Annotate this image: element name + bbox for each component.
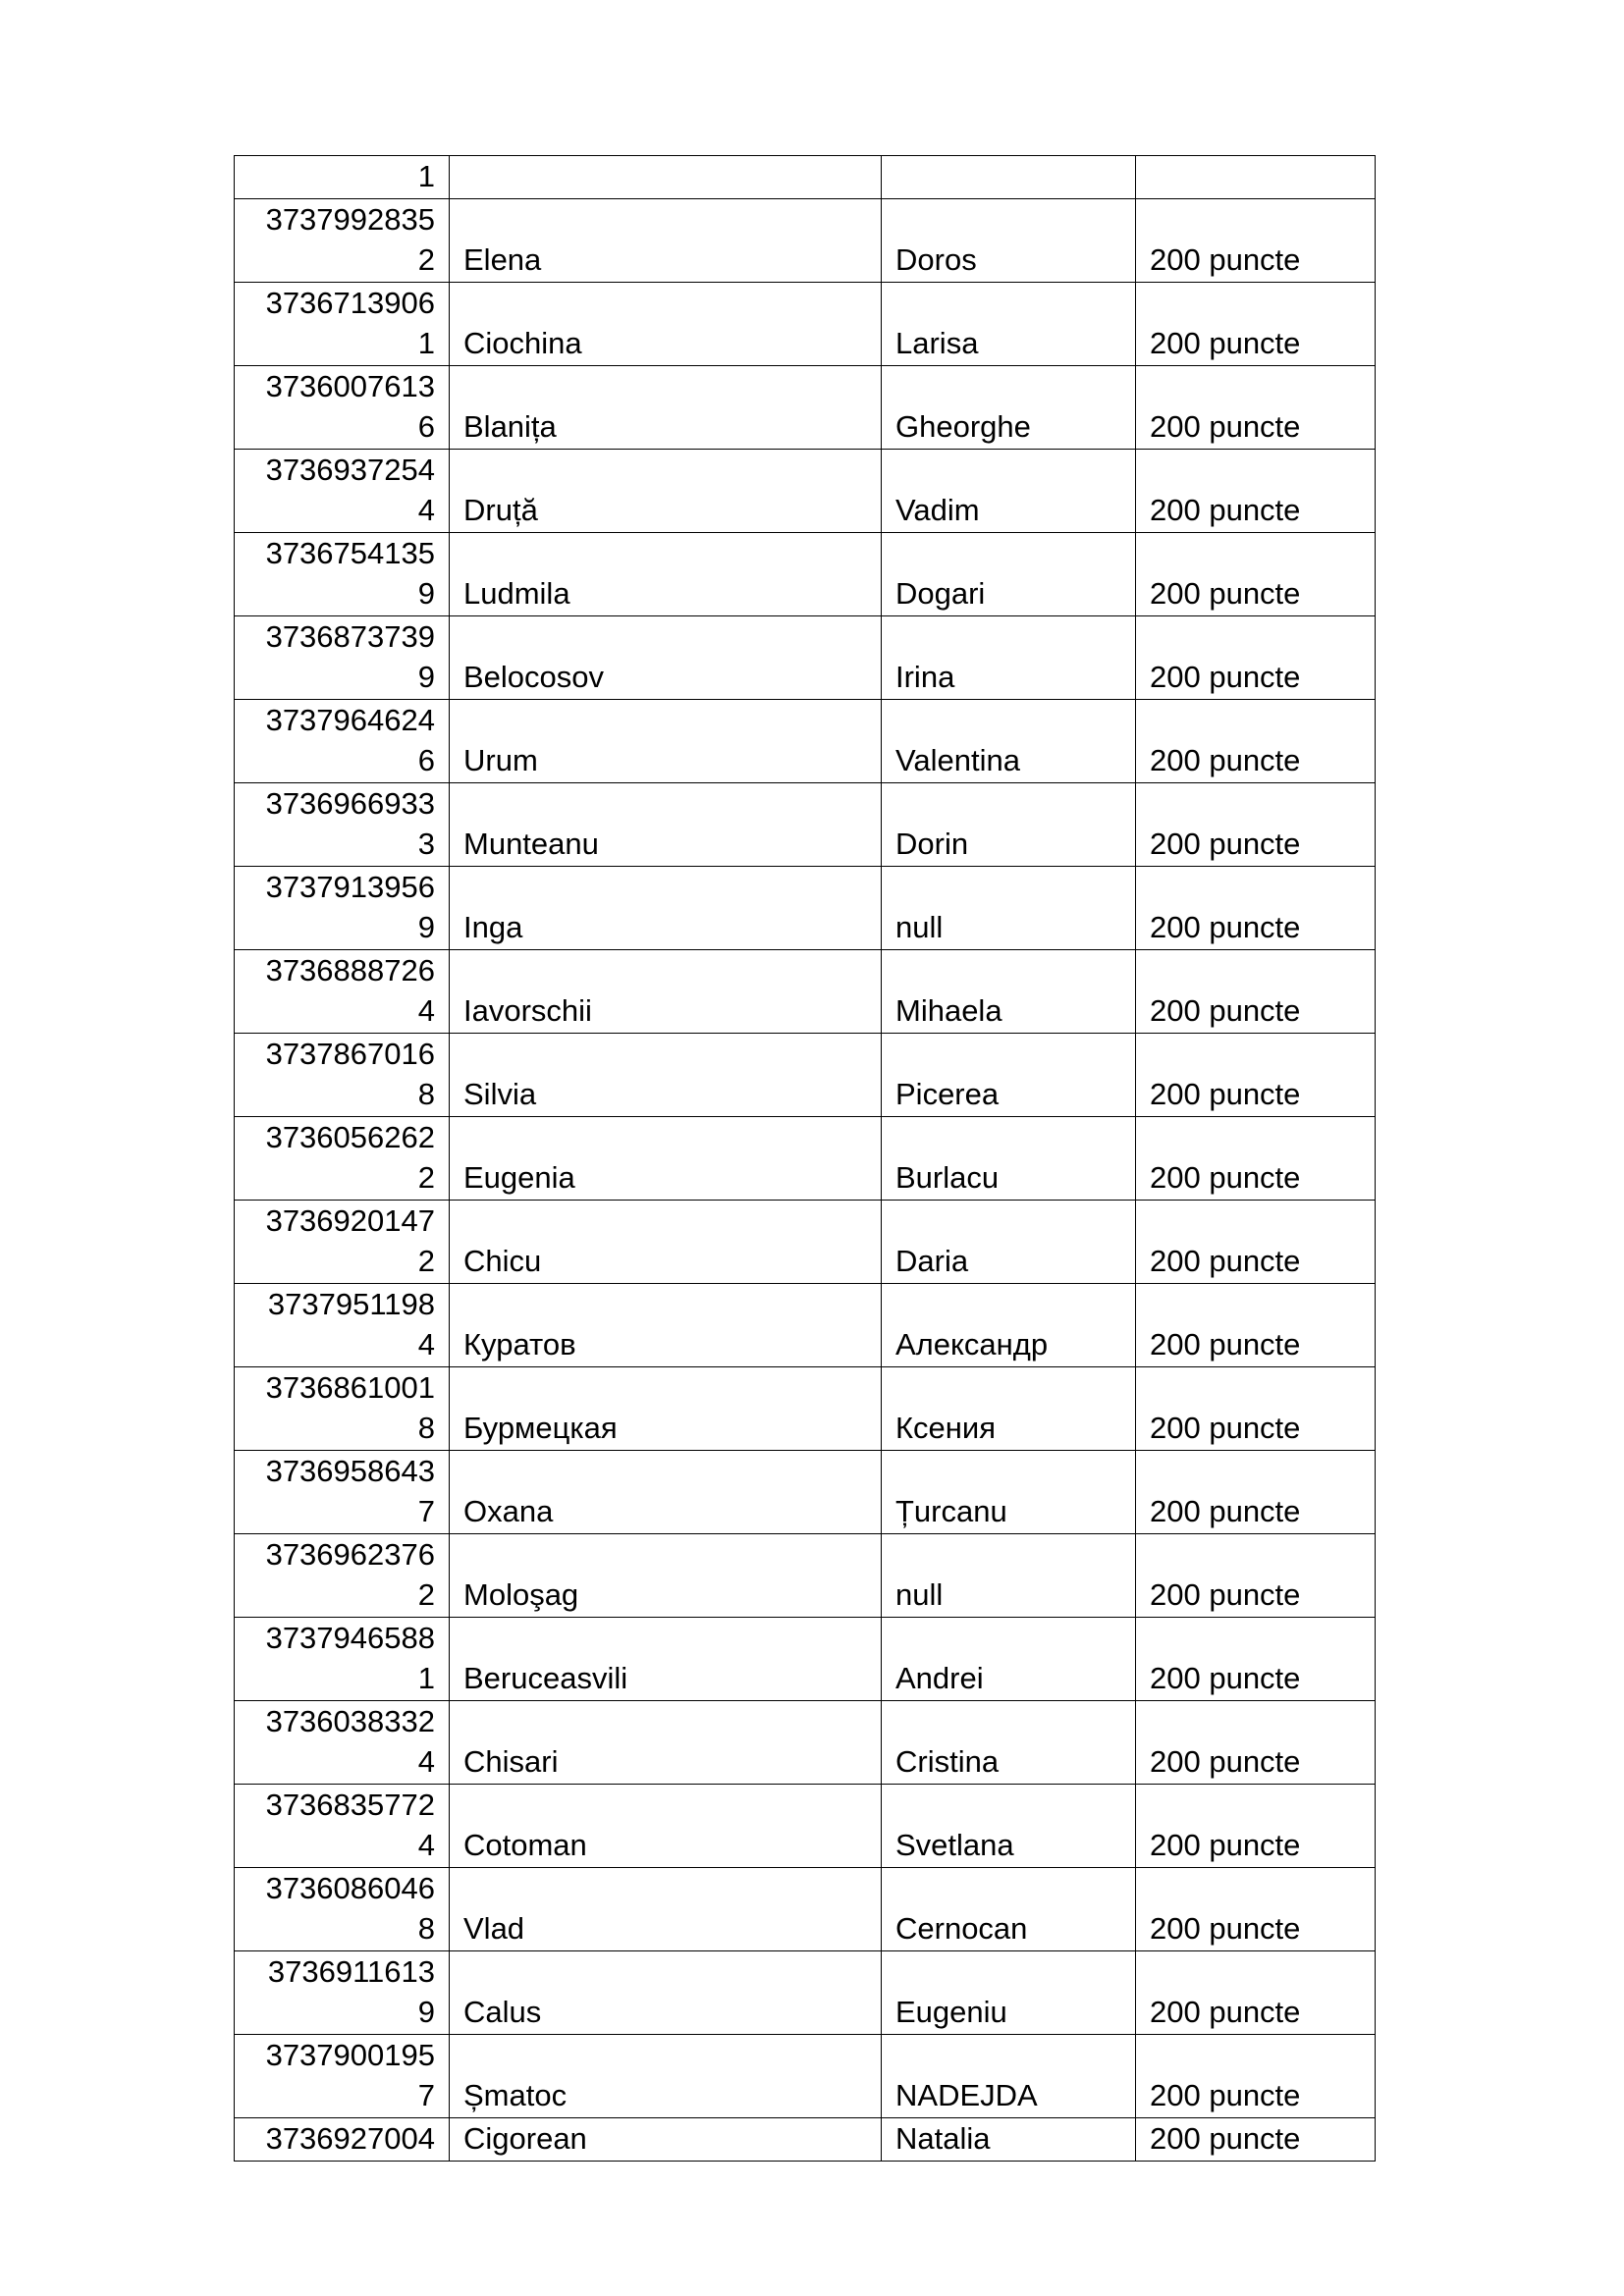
second-name-cell: null — [882, 1534, 1136, 1618]
phone-cell — [235, 533, 450, 616]
table-row — [235, 1284, 1376, 1367]
second-name-cell: Dogari — [882, 533, 1136, 616]
table-row — [235, 616, 1376, 700]
phone-line: 3736754135 — [265, 536, 435, 570]
phone-cell — [235, 1367, 450, 1451]
points-cell: 200 puncte — [1136, 1117, 1376, 1201]
phone-line: 3736927004 — [265, 2121, 435, 2156]
phone-line: 3736888726 — [265, 953, 435, 988]
points-cell: 200 puncte — [1136, 1367, 1376, 1451]
second-name-cell: Andrei — [882, 1618, 1136, 1701]
phone-cell — [235, 1034, 450, 1117]
first-name-cell: Ciochina — [450, 283, 882, 366]
phone-cell — [235, 616, 450, 700]
phone-cell — [235, 199, 450, 283]
first-name-cell: Cigorean — [450, 2118, 882, 2162]
phone-line: 3737913956 — [265, 870, 435, 904]
phone-cell — [235, 1451, 450, 1534]
phone-cell — [235, 1951, 450, 2035]
table-row — [235, 2035, 1376, 2118]
first-name-cell: Vlad — [450, 1868, 882, 1951]
phone-line: 3 — [417, 827, 435, 861]
phone-cell — [235, 366, 450, 450]
second-name-cell: Mihaela — [882, 950, 1136, 1034]
phone-cell — [235, 1618, 450, 1701]
table-row — [235, 1951, 1376, 2035]
table-body — [235, 156, 1376, 2162]
phone-cell — [235, 450, 450, 533]
table-row — [235, 199, 1376, 283]
first-name-cell: Chisari — [450, 1701, 882, 1785]
table-row — [235, 156, 1376, 199]
second-name-cell: Ксения — [882, 1367, 1136, 1451]
points-cell: 200 puncte — [1136, 1451, 1376, 1534]
second-name-cell: Cernocan — [882, 1868, 1136, 1951]
table-row — [235, 783, 1376, 867]
second-name-cell: Gheorghe — [882, 366, 1136, 450]
points-cell: 200 puncte — [1136, 533, 1376, 616]
first-name-cell: Chicu — [450, 1201, 882, 1284]
second-name-cell: Picerea — [882, 1034, 1136, 1117]
phone-line: 4 — [417, 993, 435, 1028]
phone-line: 3736920147 — [265, 1203, 435, 1238]
phone-cell — [235, 1701, 450, 1785]
first-name-cell: Elena — [450, 199, 882, 283]
phone-line: 3737992835 — [265, 202, 435, 237]
phone-line: 4 — [417, 493, 435, 527]
phone-line: 2 — [417, 1244, 435, 1278]
second-name-cell: Eugeniu — [882, 1951, 1136, 2035]
points-cell: 200 puncte — [1136, 1868, 1376, 1951]
second-name-cell: Vadim — [882, 450, 1136, 533]
first-name-cell: Ludmila — [450, 533, 882, 616]
phone-cell — [235, 1868, 450, 1951]
phone-cell — [235, 1117, 450, 1201]
table-row — [235, 1534, 1376, 1618]
table-row — [235, 1701, 1376, 1785]
phone-line: 8 — [417, 1411, 435, 1445]
second-name-cell: Daria — [882, 1201, 1136, 1284]
second-name-cell: Burlacu — [882, 1117, 1136, 1201]
first-name-cell: Oxana — [450, 1451, 882, 1534]
first-name-cell: Eugenia — [450, 1117, 882, 1201]
second-name-cell: Cristina — [882, 1701, 1136, 1785]
phone-cell — [235, 283, 450, 366]
phone-line: 4 — [417, 1744, 435, 1779]
phone-line: 3737951198 — [267, 1287, 435, 1321]
points-cell: 200 puncte — [1136, 616, 1376, 700]
second-name-cell: Doros — [882, 199, 1136, 283]
phone-line: 3736958643 — [265, 1454, 435, 1488]
second-name-cell: Valentina — [882, 700, 1136, 783]
table-row — [235, 450, 1376, 533]
table-row — [235, 533, 1376, 616]
phone-line: 9 — [417, 576, 435, 611]
points-cell: 200 puncte — [1136, 1201, 1376, 1284]
participants-table — [234, 155, 1376, 2162]
first-name-cell: Blanița — [450, 366, 882, 450]
second-name-cell: Александр — [882, 1284, 1136, 1367]
phone-line: 1 — [417, 1661, 435, 1695]
points-cell: 200 puncte — [1136, 450, 1376, 533]
phone-line: 3736086046 — [265, 1871, 435, 1905]
phone-line: 8 — [417, 1911, 435, 1946]
points-cell: 200 puncte — [1136, 1701, 1376, 1785]
points-cell: 200 puncte — [1136, 783, 1376, 867]
first-name-cell: Calus — [450, 1951, 882, 2035]
phone-line: 3736056262 — [265, 1120, 435, 1154]
phone-line: 7 — [417, 2078, 435, 2112]
second-name-cell: Țurcanu — [882, 1451, 1136, 1534]
table-row — [235, 1034, 1376, 1117]
first-name-cell: Бурмецкая — [450, 1367, 882, 1451]
phone-line: 4 — [417, 1327, 435, 1362]
points-cell: 200 puncte — [1136, 283, 1376, 366]
phone-line: 2 — [417, 242, 435, 277]
phone-line: 3737867016 — [265, 1037, 435, 1071]
second-name-cell: Dorin — [882, 783, 1136, 867]
phone-cell — [235, 950, 450, 1034]
phone-line: 3736962376 — [265, 1537, 435, 1572]
table-row — [235, 1868, 1376, 1951]
table-row — [235, 1451, 1376, 1534]
second-name-cell: NADEJDA — [882, 2035, 1136, 2118]
phone-cell — [235, 156, 450, 199]
first-name-cell: Silvia — [450, 1034, 882, 1117]
phone-line: 9 — [417, 660, 435, 694]
second-name-cell: Natalia — [882, 2118, 1136, 2162]
points-cell: 200 puncte — [1136, 1785, 1376, 1868]
first-name-cell: Moloşag — [450, 1534, 882, 1618]
second-name-cell — [882, 156, 1136, 199]
table-row — [235, 283, 1376, 366]
phone-line: 3737900195 — [265, 2038, 435, 2072]
phone-line: 6 — [417, 743, 435, 777]
second-name-cell: Svetlana — [882, 1785, 1136, 1868]
first-name-cell: Druță — [450, 450, 882, 533]
phone-line: 1 — [417, 326, 435, 360]
points-cell: 200 puncte — [1136, 1951, 1376, 2035]
first-name-cell: Belocosov — [450, 616, 882, 700]
second-name-cell: Larisa — [882, 283, 1136, 366]
second-name-cell: Irina — [882, 616, 1136, 700]
points-cell: 200 puncte — [1136, 1284, 1376, 1367]
phone-cell — [235, 1534, 450, 1618]
phone-cell — [235, 2035, 450, 2118]
phone-line: 4 — [417, 1828, 435, 1862]
table-row — [235, 1201, 1376, 1284]
points-cell: 200 puncte — [1136, 2118, 1376, 2162]
first-name-cell: Urum — [450, 700, 882, 783]
first-name-cell: Iavorschii — [450, 950, 882, 1034]
phone-cell — [235, 1284, 450, 1367]
first-name-cell: Inga — [450, 867, 882, 950]
phone-cell — [235, 700, 450, 783]
phone-line: 3736873739 — [265, 619, 435, 654]
first-name-cell: Beruceasvili — [450, 1618, 882, 1701]
points-cell: 200 puncte — [1136, 199, 1376, 283]
points-cell: 200 puncte — [1136, 1534, 1376, 1618]
phone-cell — [235, 867, 450, 950]
table-row — [235, 950, 1376, 1034]
points-cell: 200 puncte — [1136, 2035, 1376, 2118]
phone-line: 3737964624 — [265, 703, 435, 737]
phone-line: 3736861001 — [265, 1370, 435, 1405]
phone-line: 9 — [417, 910, 435, 944]
points-cell: 200 puncte — [1136, 366, 1376, 450]
phone-line: 3736937254 — [265, 453, 435, 487]
points-cell: 200 puncte — [1136, 950, 1376, 1034]
phone-line: 6 — [417, 409, 435, 444]
phone-line: 7 — [417, 1494, 435, 1528]
table-row — [235, 700, 1376, 783]
phone-line: 3736966933 — [265, 786, 435, 821]
phone-line: 3737946588 — [265, 1621, 435, 1655]
phone-cell — [235, 2118, 450, 2162]
table-row — [235, 1367, 1376, 1451]
phone-line: 9 — [417, 1995, 435, 2029]
first-name-cell — [450, 156, 882, 199]
table-row — [235, 1618, 1376, 1701]
points-cell: 200 puncte — [1136, 1034, 1376, 1117]
phone-line: 1 — [417, 159, 435, 193]
first-name-cell: Cotoman — [450, 1785, 882, 1868]
first-name-cell: Șmatoc — [450, 2035, 882, 2118]
table-row — [235, 1785, 1376, 1868]
first-name-cell: Куратов — [450, 1284, 882, 1367]
points-cell — [1136, 156, 1376, 199]
phone-line: 3736911613 — [267, 1954, 435, 1989]
table-row — [235, 1117, 1376, 1201]
points-cell: 200 puncte — [1136, 700, 1376, 783]
phone-line: 2 — [417, 1160, 435, 1195]
table-row — [235, 366, 1376, 450]
phone-cell — [235, 1201, 450, 1284]
phone-cell — [235, 1785, 450, 1868]
points-cell: 200 puncte — [1136, 867, 1376, 950]
points-cell: 200 puncte — [1136, 1618, 1376, 1701]
table-row — [235, 867, 1376, 950]
phone-line: 2 — [417, 1577, 435, 1612]
phone-cell — [235, 783, 450, 867]
phone-line: 3736038332 — [265, 1704, 435, 1738]
first-name-cell: Munteanu — [450, 783, 882, 867]
phone-line: 8 — [417, 1077, 435, 1111]
phone-line: 3736835772 — [265, 1788, 435, 1822]
second-name-cell: null — [882, 867, 1136, 950]
phone-line: 3736007613 — [265, 369, 435, 403]
table-row — [235, 2118, 1376, 2162]
phone-line: 3736713906 — [265, 286, 435, 320]
